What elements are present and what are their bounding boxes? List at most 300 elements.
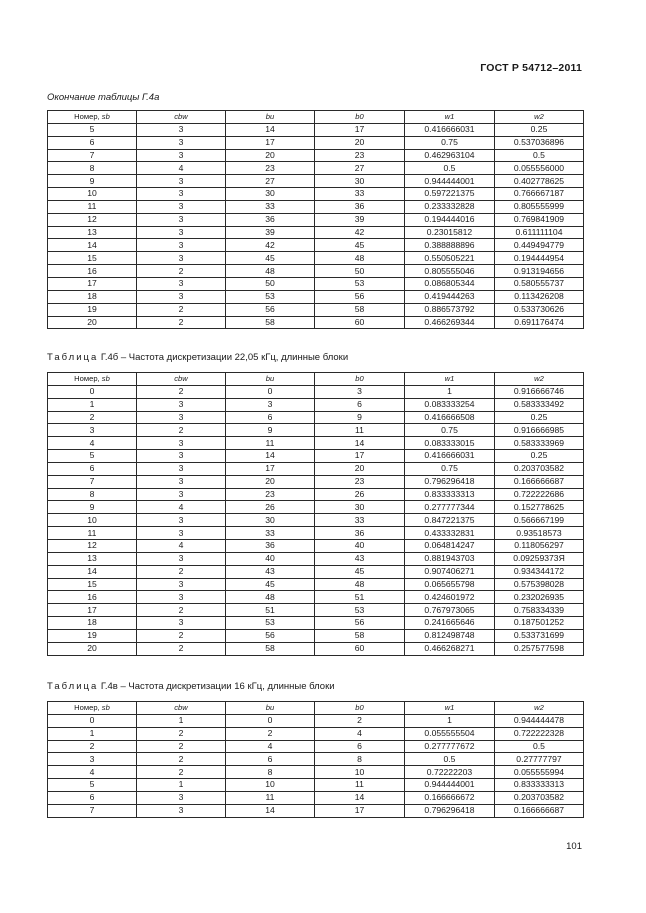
table-cell: 6 — [315, 398, 405, 411]
table-cell: 14 — [226, 450, 315, 463]
table-cell: 3 — [48, 424, 137, 437]
table-cell: 0.566667199 — [495, 514, 584, 527]
table-cell: 0.25 — [495, 123, 584, 136]
table-cell: 53 — [226, 617, 315, 630]
column-header: bu — [226, 373, 315, 386]
table-row — [48, 727, 584, 740]
table-cell: 1 — [405, 385, 495, 398]
table-cell: 0.881943703 — [405, 552, 495, 565]
column-header: Номер, sb — [48, 702, 137, 715]
table-row — [48, 252, 584, 265]
table-cell: 0.09259373Я — [495, 552, 584, 565]
table-cell: 2 — [137, 565, 226, 578]
page-number: 101 — [566, 841, 582, 852]
table-cell: 0.113426208 — [495, 290, 584, 303]
table-cell: 6 — [48, 136, 137, 149]
table-cell: 0.580555737 — [495, 277, 584, 290]
table-cell: 17 — [226, 136, 315, 149]
document-header: ГОСТ Р 54712–2011 — [480, 62, 582, 74]
table-row — [48, 642, 584, 655]
table-cell: 2 — [48, 411, 137, 424]
table-cell: 36 — [315, 527, 405, 540]
table-cell: 4 — [137, 162, 226, 175]
table-g4a — [47, 110, 584, 329]
table-cell: 6 — [48, 791, 137, 804]
table-cell: 20 — [226, 149, 315, 162]
table-cell: 33 — [315, 188, 405, 201]
table-cell: 40 — [315, 539, 405, 552]
table-cell: 0.805555046 — [405, 265, 495, 278]
table-cell: 0 — [48, 714, 137, 727]
table-cell: 0.064814247 — [405, 539, 495, 552]
table-cell: 3 — [137, 136, 226, 149]
table-cell: 0.758334339 — [495, 604, 584, 617]
table-g4b — [47, 372, 584, 656]
table-row — [48, 123, 584, 136]
table-cell: 1 — [48, 398, 137, 411]
table-cell: 30 — [226, 514, 315, 527]
table-cell: 0.466269344 — [405, 316, 495, 329]
table-cell: 27 — [315, 162, 405, 175]
table-cell: 0.194444954 — [495, 252, 584, 265]
table-cell: 0.083333015 — [405, 437, 495, 450]
table-cell: 2 — [315, 714, 405, 727]
table-row — [48, 424, 584, 437]
table-cell: 58 — [315, 629, 405, 642]
table-cell: 10 — [48, 514, 137, 527]
table-cell: 11 — [48, 200, 137, 213]
table-cell: 42 — [315, 226, 405, 239]
table-cell: 17 — [315, 123, 405, 136]
table-cell: 2 — [137, 629, 226, 642]
table-row — [48, 162, 584, 175]
table-cell: 4 — [137, 539, 226, 552]
column-header: cbw — [137, 373, 226, 386]
table-cell: 3 — [137, 277, 226, 290]
table-cell: 16 — [48, 591, 137, 604]
column-header: w2 — [495, 111, 584, 124]
table-cell: 3 — [137, 578, 226, 591]
table-cell: 0.916666746 — [495, 385, 584, 398]
table-cell: 0.424601972 — [405, 591, 495, 604]
table-cell: 3 — [137, 462, 226, 475]
table-cell: 0.233332828 — [405, 200, 495, 213]
table-cell: 20 — [315, 462, 405, 475]
table-cell: 3 — [137, 239, 226, 252]
table-cell: 45 — [226, 252, 315, 265]
table-cell: 4 — [315, 727, 405, 740]
table-cell: 48 — [226, 591, 315, 604]
table-cell: 0.462963104 — [405, 149, 495, 162]
table-cell: 3 — [137, 213, 226, 226]
table-cell: 8 — [315, 753, 405, 766]
table-cell: 5 — [48, 123, 137, 136]
table-cell: 0.833333313 — [495, 779, 584, 792]
table-cell: 0.691176474 — [495, 316, 584, 329]
table-cell: 11 — [315, 779, 405, 792]
table-row — [48, 277, 584, 290]
table-cell: 3 — [137, 514, 226, 527]
table-cell: 0.886573792 — [405, 303, 495, 316]
table-cell: 3 — [137, 437, 226, 450]
table-cell: 0.241665646 — [405, 617, 495, 630]
table-cell: 3 — [137, 475, 226, 488]
table-cell: 0.203703582 — [495, 462, 584, 475]
table-row — [48, 411, 584, 424]
column-header: b0 — [315, 702, 405, 715]
table-cell: 0.055555994 — [495, 766, 584, 779]
table-cell: 0.416666031 — [405, 123, 495, 136]
table-cell: 14 — [226, 123, 315, 136]
table-cell: 53 — [315, 604, 405, 617]
table-cell: 14 — [315, 437, 405, 450]
table-cell: 39 — [315, 213, 405, 226]
table-cell: 0.277777672 — [405, 740, 495, 753]
table-header-row — [48, 702, 584, 715]
table-cell: 17 — [48, 277, 137, 290]
table-row — [48, 501, 584, 514]
table-row — [48, 740, 584, 753]
table-cell: 0.75 — [405, 424, 495, 437]
table-cell: 0.466268271 — [405, 642, 495, 655]
table-cell: 30 — [226, 188, 315, 201]
table-cell: 3 — [137, 188, 226, 201]
table-row — [48, 450, 584, 463]
table-header-row — [48, 111, 584, 124]
table-cell: 0.166666687 — [495, 475, 584, 488]
table-cell: 36 — [315, 200, 405, 213]
table-cell: 0.083333254 — [405, 398, 495, 411]
table-cell: 14 — [226, 804, 315, 817]
table-cell: 7 — [48, 475, 137, 488]
table-cell: 10 — [48, 188, 137, 201]
table-cell: 18 — [48, 290, 137, 303]
table-cell: 58 — [315, 303, 405, 316]
table-cell: 9 — [315, 411, 405, 424]
table-cell: 1 — [137, 714, 226, 727]
table-cell: 0.419444263 — [405, 290, 495, 303]
table-cell: 20 — [48, 642, 137, 655]
table-row — [48, 714, 584, 727]
table-row — [48, 175, 584, 188]
table-cell: 0.93518573 — [495, 527, 584, 540]
table-cell: 60 — [315, 642, 405, 655]
table-cell: 3 — [137, 149, 226, 162]
table-cell: 40 — [226, 552, 315, 565]
table-cell: 36 — [226, 213, 315, 226]
table-cell: 6 — [48, 462, 137, 475]
table-cell: 0.934344172 — [495, 565, 584, 578]
table-cell: 45 — [226, 578, 315, 591]
table-cell: 2 — [137, 265, 226, 278]
table-cell: 2 — [137, 727, 226, 740]
table-cell: 2 — [137, 642, 226, 655]
table-row — [48, 136, 584, 149]
table-cell: 3 — [315, 385, 405, 398]
column-header: w1 — [405, 373, 495, 386]
table-cell: 56 — [226, 303, 315, 316]
table-cell: 42 — [226, 239, 315, 252]
table-cell: 5 — [48, 450, 137, 463]
table-cell: 53 — [226, 290, 315, 303]
table-cell: 9 — [48, 175, 137, 188]
column-header: bu — [226, 111, 315, 124]
table-cell: 16 — [48, 265, 137, 278]
table-row — [48, 791, 584, 804]
table-cell: 0.388888896 — [405, 239, 495, 252]
table-cell: 20 — [48, 316, 137, 329]
table-cell: 0.449494779 — [495, 239, 584, 252]
table-row — [48, 753, 584, 766]
table-b-caption-prefix: Таблица — [47, 352, 99, 363]
table-row — [48, 617, 584, 630]
table-cell: 3 — [137, 552, 226, 565]
table-row — [48, 527, 584, 540]
table-row — [48, 188, 584, 201]
column-header: w2 — [495, 373, 584, 386]
table-cell: 23 — [315, 149, 405, 162]
table-cell: 36 — [226, 539, 315, 552]
table-cell: 0.187501252 — [495, 617, 584, 630]
table-cell: 26 — [226, 501, 315, 514]
table-cell: 23 — [226, 488, 315, 501]
table-cell: 3 — [226, 398, 315, 411]
table-c-caption-text: Г.4в – Частота дискретизации 16 кГц, длинные блоки — [98, 681, 335, 692]
table-row — [48, 316, 584, 329]
table-cell: 26 — [315, 488, 405, 501]
table-cell: 6 — [226, 411, 315, 424]
table-cell: 2 — [137, 385, 226, 398]
table-cell: 0.575398028 — [495, 578, 584, 591]
table-cell: 17 — [315, 450, 405, 463]
table-row — [48, 591, 584, 604]
table-cell: 0.766667187 — [495, 188, 584, 201]
table-cell: 0.416666508 — [405, 411, 495, 424]
table-cell: 0.583333492 — [495, 398, 584, 411]
table-cell: 2 — [137, 424, 226, 437]
table-cell: 60 — [315, 316, 405, 329]
table-cell: 0.25 — [495, 411, 584, 424]
table-cell: 56 — [226, 629, 315, 642]
table-cell: 0.065655798 — [405, 578, 495, 591]
table-cell: 12 — [48, 213, 137, 226]
table-cell: 58 — [226, 642, 315, 655]
table-cell: 3 — [48, 753, 137, 766]
table-cell: 33 — [226, 200, 315, 213]
table-cell: 3 — [137, 527, 226, 540]
column-header: w1 — [405, 111, 495, 124]
table-cell: 3 — [137, 226, 226, 239]
table-cell: 18 — [48, 617, 137, 630]
table-cell: 56 — [315, 617, 405, 630]
table-cell: 0.812498748 — [405, 629, 495, 642]
table-row — [48, 488, 584, 501]
table-cell: 13 — [48, 226, 137, 239]
table-cell: 0.27777797 — [495, 753, 584, 766]
table-cell: 2 — [137, 740, 226, 753]
table-cell: 9 — [48, 501, 137, 514]
table-cell: 6 — [315, 740, 405, 753]
table-cell: 3 — [137, 488, 226, 501]
table-cell: 2 — [137, 604, 226, 617]
table-header-row — [48, 373, 584, 386]
table-cell: 5 — [48, 779, 137, 792]
table-cell: 0.833333313 — [405, 488, 495, 501]
table-cell: 8 — [48, 162, 137, 175]
table-cell: 0.232026935 — [495, 591, 584, 604]
table-cell: 0.550505221 — [405, 252, 495, 265]
table-cell: 20 — [315, 136, 405, 149]
table-cell: 1 — [137, 779, 226, 792]
table-g4v — [47, 701, 584, 818]
table-cell: 50 — [315, 265, 405, 278]
table-cell: 1 — [405, 714, 495, 727]
table-cell: 0 — [226, 714, 315, 727]
table-cell: 3 — [137, 450, 226, 463]
column-header: w2 — [495, 702, 584, 715]
table-cell: 2 — [137, 753, 226, 766]
table-cell: 15 — [48, 252, 137, 265]
table-cell: 0.166666672 — [405, 791, 495, 804]
table-cell: 0.533731699 — [495, 629, 584, 642]
table-cell: 10 — [226, 779, 315, 792]
table-row — [48, 200, 584, 213]
table-cell: 0.796296418 — [405, 804, 495, 817]
table-cell: 0.913194656 — [495, 265, 584, 278]
table-cell: 2 — [137, 303, 226, 316]
table-cell: 4 — [226, 740, 315, 753]
column-header: bu — [226, 702, 315, 715]
table-cell: 48 — [315, 252, 405, 265]
table-cell: 20 — [226, 475, 315, 488]
table-cell: 23 — [315, 475, 405, 488]
table-cell: 0.5 — [405, 162, 495, 175]
table-row — [48, 779, 584, 792]
table-row — [48, 437, 584, 450]
table-row — [48, 552, 584, 565]
table-cell: 4 — [48, 766, 137, 779]
table-cell: 0.769841909 — [495, 213, 584, 226]
table-row — [48, 303, 584, 316]
table-cell: 3 — [137, 791, 226, 804]
table-row — [48, 578, 584, 591]
table-row — [48, 239, 584, 252]
table-row — [48, 604, 584, 617]
table-cell: 14 — [315, 791, 405, 804]
table-cell: 3 — [137, 411, 226, 424]
table-cell: 2 — [48, 740, 137, 753]
table-cell: 11 — [226, 437, 315, 450]
table-cell: 0.944444001 — [405, 779, 495, 792]
table-cell: 3 — [137, 200, 226, 213]
table-cell: 2 — [137, 766, 226, 779]
table-cell: 0.166666687 — [495, 804, 584, 817]
column-header: Номер, sb — [48, 111, 137, 124]
table-row — [48, 290, 584, 303]
table-cell: 0.583333969 — [495, 437, 584, 450]
table-cell: 45 — [315, 565, 405, 578]
table-cell: 0.75 — [405, 136, 495, 149]
table-row — [48, 226, 584, 239]
table-cell: 14 — [48, 239, 137, 252]
table-cell: 48 — [315, 578, 405, 591]
table-cell: 48 — [226, 265, 315, 278]
table-cell: 11 — [315, 424, 405, 437]
table-cell: 12 — [48, 539, 137, 552]
table-cell: 0.5 — [495, 149, 584, 162]
table-row — [48, 629, 584, 642]
table-cell: 0.118056297 — [495, 539, 584, 552]
table-cell: 10 — [315, 766, 405, 779]
table-cell: 0 — [226, 385, 315, 398]
table-row — [48, 213, 584, 226]
table-cell: 45 — [315, 239, 405, 252]
table-cell: 0.767973065 — [405, 604, 495, 617]
table-cell: 0.277777344 — [405, 501, 495, 514]
table-cell: 17 — [315, 804, 405, 817]
table-cell: 0.5 — [495, 740, 584, 753]
table-cell: 58 — [226, 316, 315, 329]
table-row — [48, 804, 584, 817]
table-cell: 56 — [315, 290, 405, 303]
table-cell: 3 — [137, 591, 226, 604]
table-cell: 8 — [48, 488, 137, 501]
table-cell: 50 — [226, 277, 315, 290]
table-cell: 53 — [315, 277, 405, 290]
table-row — [48, 565, 584, 578]
table-cell: 17 — [48, 604, 137, 617]
table-cell: 0.5 — [405, 753, 495, 766]
table-cell: 4 — [48, 437, 137, 450]
table-row — [48, 398, 584, 411]
table-cell: 17 — [226, 462, 315, 475]
table-cell: 0.402778625 — [495, 175, 584, 188]
table-row — [48, 149, 584, 162]
table-cell: 0.722222328 — [495, 727, 584, 740]
column-header: cbw — [137, 702, 226, 715]
table-cell: 4 — [137, 501, 226, 514]
table-cell: 0.416666031 — [405, 450, 495, 463]
table-cell: 0.611111104 — [495, 226, 584, 239]
table-cell: 0.72222203 — [405, 766, 495, 779]
column-header: b0 — [315, 111, 405, 124]
table-cell: 30 — [315, 501, 405, 514]
table-cell: 0.907406271 — [405, 565, 495, 578]
table-c-caption-prefix: Таблица — [47, 681, 99, 692]
table-cell: 0.533730626 — [495, 303, 584, 316]
column-header: cbw — [137, 111, 226, 124]
table-cell: 0.433332831 — [405, 527, 495, 540]
table-cell: 51 — [315, 591, 405, 604]
table-cell: 3 — [137, 252, 226, 265]
table-cell: 0.75 — [405, 462, 495, 475]
column-header: Номер, sb — [48, 373, 137, 386]
column-header: b0 — [315, 373, 405, 386]
table-row — [48, 385, 584, 398]
table-cell: 33 — [315, 514, 405, 527]
table-cell: 30 — [315, 175, 405, 188]
table-cell: 0.847221375 — [405, 514, 495, 527]
table-cell: 51 — [226, 604, 315, 617]
table-cell: 0.152778625 — [495, 501, 584, 514]
table-cell: 0.944444478 — [495, 714, 584, 727]
table-row — [48, 265, 584, 278]
table-b-caption — [47, 352, 348, 363]
table-cell: 43 — [315, 552, 405, 565]
table-b-caption-text: Г.4б – Частота дискретизации 22,05 кГц, длинные блоки — [98, 352, 349, 363]
table-cell: 0.796296418 — [405, 475, 495, 488]
table-row — [48, 766, 584, 779]
